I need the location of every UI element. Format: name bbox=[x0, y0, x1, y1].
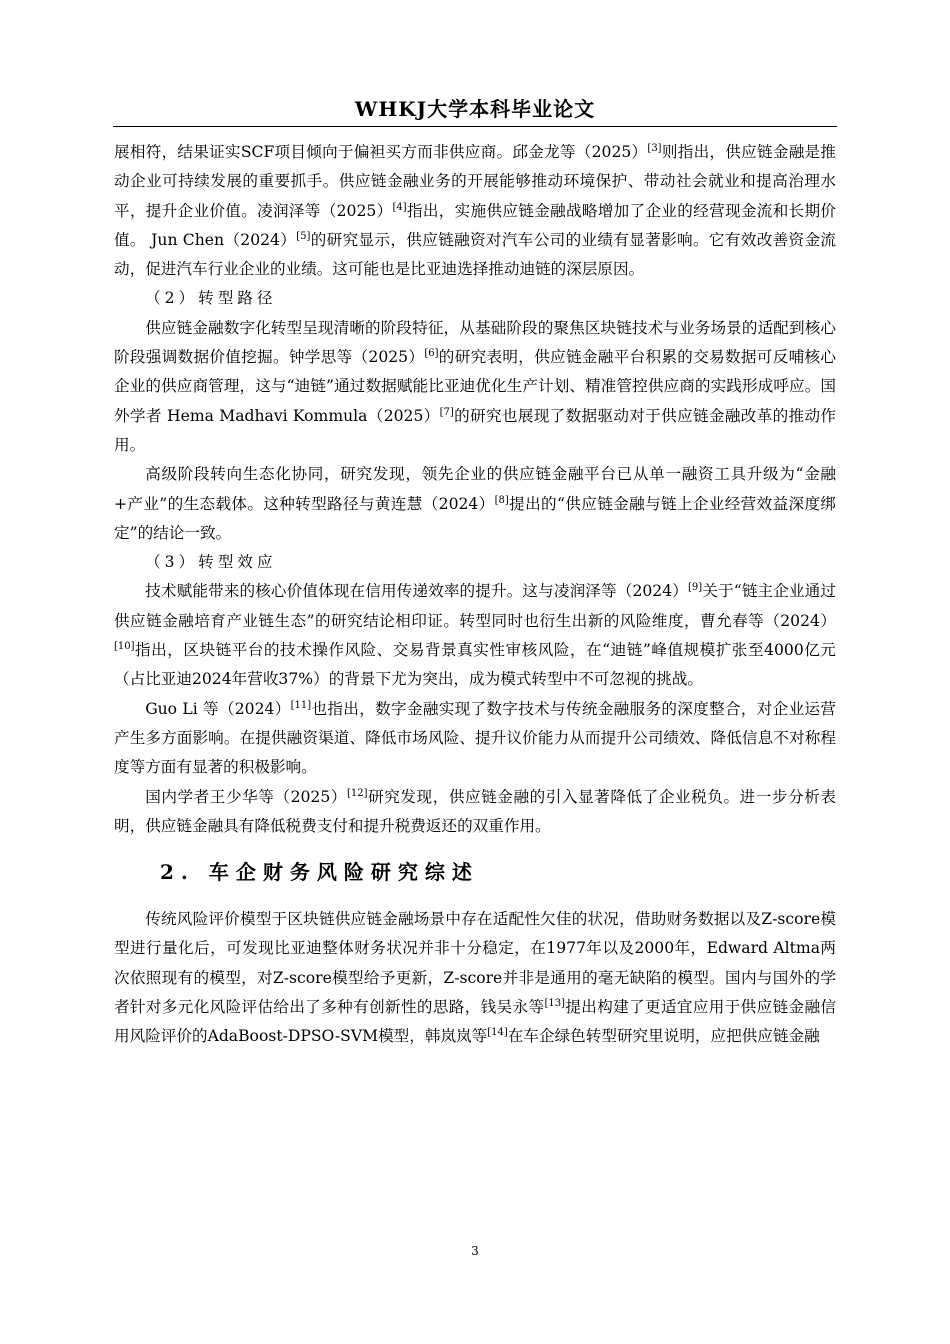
paragraph bbox=[114, 314, 836, 460]
text-run: 的研究显示，供应链融资对汽车公司的业绩有显著影响。它有效改善资金流动，促进汽车行业企业的业绩。这可能也是比亚迪选择推动迪链的深层原因。 bbox=[114, 230, 836, 279]
text-run: 关于“链主企业通过供应链金融培育产业链生态”的研究结论相印证。转型同时也衍生出新的风险维度，曹允春等（2024） bbox=[114, 582, 836, 630]
body-text bbox=[114, 138, 836, 1052]
text-run: 技术赋能带来的核心价值体现在信用传递效率的提升。这与凌润泽等（2024） bbox=[145, 582, 688, 601]
paragraph bbox=[114, 783, 836, 842]
text-run: 供应链金融数字化转型呈现清晰的阶段特征，从基础阶段的聚焦区块链技术与业务场景的适配到核心阶段强调数据价值挖掘。钟学思等（2025） bbox=[114, 318, 836, 367]
paragraph bbox=[114, 695, 836, 783]
text-run: 国内学者王少华等（2025） bbox=[145, 787, 347, 806]
text-run: 在车企绿色转型研究里说明，应把供应链金融 bbox=[507, 1027, 820, 1046]
citation-ref: [10] bbox=[114, 640, 135, 652]
text-run: 传统风险评价模型于区块链供应链金融场景中存在适配性欠佳的状况，借助财务数据以及Z-score模型进行量化后，可发现比亚迪整体财务状况并非十分稳定，在1977年以及2000年，Edward Altma两次依照现有的模型，对Z-score模型给予更新，Z-score并非是通用的毫无缺陷的模型。国内与国外的学者针对多元化风险评估给出了多种有创新性的思路，钱吴永等 bbox=[114, 910, 836, 1017]
text-run: 研究发现，供应链金融的引入显著降低了企业税负。进一步分析表明，供应链金融具有降低税费支付和提升税费返还的双重作用。 bbox=[114, 787, 836, 835]
text-run: 高级阶段转向生态化协同，研究发现，领先企业的供应链金融平台已从单一融资工具升级为“金融+产业”的生态载体。这种转型路径与黄连慧（2024） bbox=[114, 465, 836, 513]
text-run: 则指出，供应链金融是推动企业可持续发展的重要抓手。供应链金融业务的开展能够推动环境保护、带动社会就业和提高治理水平，提升企业价值。凌润泽等（2025） bbox=[114, 143, 836, 220]
citation-ref: [5] bbox=[296, 230, 311, 242]
paragraph bbox=[114, 138, 836, 284]
citation-ref: [11] bbox=[290, 699, 312, 711]
subsection-heading: （2）转型路径 bbox=[145, 289, 277, 308]
text-run: 提出的“供应链金融与链上企业经营效益深度绑定”的结论一致。 bbox=[114, 494, 836, 542]
citation-ref: [13] bbox=[544, 997, 565, 1009]
paragraph bbox=[114, 905, 836, 1051]
text-run: 展相符，结果证实SCF项目倾向于偏袒买方而非供应商。邱金龙等（2025） bbox=[114, 143, 648, 161]
text-run: 指出，区块链平台的技术操作风险、交易背景真实性审核风险，在“迪链”峰值规模扩张至4000亿元（占比亚迪2024年营收37%）的背景下尤为突出，成为模式转型中不可忽视的挑战。 bbox=[114, 641, 836, 689]
citation-ref: [9] bbox=[687, 582, 703, 594]
page-number: 3 bbox=[471, 1244, 479, 1258]
text-run: Guo Li 等（2024） bbox=[145, 699, 291, 718]
running-header: WHKJ大学本科毕业论文 bbox=[354, 97, 596, 121]
citation-ref: [14] bbox=[487, 1027, 508, 1039]
paragraph bbox=[114, 460, 836, 548]
subsection-heading: （3）转型效应 bbox=[145, 553, 277, 572]
text-run: 指出，实施供应链金融战略增加了企业的经营现金流和长期价值。 Jun Chen（2024） bbox=[114, 201, 836, 249]
section-heading: 2. 车企财务风险研究综述 bbox=[160, 860, 479, 885]
citation-ref: [12] bbox=[346, 787, 368, 799]
text-run: 的研究表明，供应链金融平台积累的交易数据可反哺核心企业的供应商管理，这与“迪链”通过数据赋能比亚迪优化生产计划、精准管控供应商的实践形成呼应。国外学者 Hema Madhavi Kommula（2025） bbox=[114, 348, 836, 425]
citation-ref: [3] bbox=[647, 142, 662, 154]
paragraph bbox=[114, 577, 836, 694]
text-run: 也指出，数字金融实现了数字技术与传统金融服务的深度整合，对企业运营产生多方面影响。在提供融资渠道、降低市场风险、提升议价能力从而提升公司绩效、降低信息不对称程度等方面有显著的积极影响。 bbox=[114, 699, 836, 777]
citation-ref: [8] bbox=[494, 494, 509, 506]
citation-ref: [4] bbox=[392, 201, 407, 213]
citation-ref: [6] bbox=[424, 347, 439, 359]
header-rule bbox=[113, 126, 837, 127]
text-run: 的研究也展现了数据驱动对于供应链金融改革的推动作用。 bbox=[114, 406, 836, 454]
text-run: 提出构建了更适宜应用于供应链金融信用风险评价的AdaBoost-DPSO-SVM模型，韩岚岚等 bbox=[114, 998, 836, 1046]
citation-ref: [7] bbox=[439, 406, 454, 418]
